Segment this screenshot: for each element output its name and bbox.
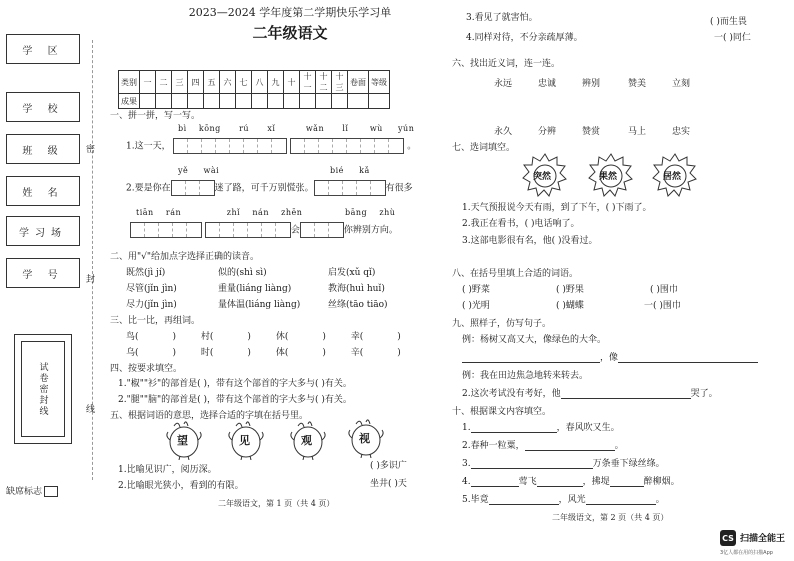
q7-line2: 2.我正在看书，( )电话响了。 bbox=[462, 219, 580, 229]
q6-word[interactable]: 分辨 bbox=[538, 127, 557, 137]
pinyin: zhǐ bbox=[226, 208, 241, 217]
score-cell[interactable] bbox=[332, 94, 348, 109]
score-header-row bbox=[119, 71, 390, 94]
q5-line2-answer[interactable]: 坐井( )天 bbox=[370, 479, 407, 489]
q10-line5-mid: ，风光 bbox=[558, 495, 586, 505]
pinyin: tiān bbox=[136, 208, 154, 217]
q1-line2 bbox=[126, 180, 413, 196]
q6-word[interactable]: 辨别 bbox=[582, 79, 601, 89]
q6-word[interactable]: 赞赏 bbox=[582, 127, 601, 137]
q2-option[interactable]: 量体温(liáng liàng) bbox=[218, 300, 301, 310]
q10-line3-suffix: 万条垂下绿丝绦。 bbox=[592, 459, 665, 469]
q3-paren: ) bbox=[247, 348, 251, 358]
q3-paren: ) bbox=[172, 348, 177, 358]
cs-logo-icon: CS bbox=[720, 530, 736, 546]
score-cell[interactable] bbox=[369, 94, 390, 109]
q5-line1: 1.比喻见识广，阅历深。 bbox=[118, 465, 217, 475]
q1-heading: 一、拼一拼，写一写。 bbox=[110, 111, 201, 121]
field-name: 姓 名 bbox=[6, 176, 80, 206]
pinyin: yún bbox=[398, 124, 415, 133]
q2-option[interactable]: 既然(jì jí) bbox=[126, 268, 166, 278]
q9-answer2-suffix: 哭了。 bbox=[690, 389, 718, 399]
score-cell[interactable] bbox=[204, 94, 220, 109]
q8-item[interactable]: ( )野果 bbox=[556, 285, 584, 295]
q3-char: 休( bbox=[275, 332, 289, 342]
answer-line[interactable] bbox=[471, 486, 519, 487]
absent-label: 缺席标志 bbox=[6, 487, 43, 497]
score-header-cell: 卷面 bbox=[348, 71, 369, 94]
q8-heading: 八、在括号里填上合适的词语。 bbox=[452, 269, 579, 279]
q2-heading: 二、用"√"给加点字选择正确的读音。 bbox=[110, 252, 260, 262]
r-top-line1: 3.看见了就害怕。 bbox=[466, 13, 538, 23]
absent-checkbox[interactable] bbox=[44, 486, 58, 497]
score-cell[interactable] bbox=[236, 94, 252, 109]
score-cell[interactable] bbox=[316, 94, 332, 109]
score-header-cell: 四 bbox=[188, 71, 204, 94]
q1-line3-mid: 会 bbox=[290, 225, 300, 236]
answer-grid[interactable] bbox=[290, 138, 404, 154]
pinyin: lǐ bbox=[342, 124, 349, 133]
student-info-sidebar bbox=[6, 34, 80, 464]
q6-word[interactable]: 立刻 bbox=[672, 79, 691, 89]
answer-line[interactable] bbox=[561, 398, 691, 399]
q9-answer1[interactable] bbox=[462, 350, 758, 363]
score-cell[interactable] bbox=[140, 94, 156, 109]
pinyin: zhēn bbox=[281, 208, 303, 217]
q3-paren: ) bbox=[172, 332, 177, 342]
q3-char: 时( bbox=[200, 348, 214, 358]
q8-item[interactable]: ( )围巾 bbox=[650, 285, 678, 295]
pinyin: xǐ bbox=[267, 124, 276, 133]
q2-option[interactable]: 尽力(jǐn jìn) bbox=[126, 300, 177, 310]
q10-line4-suffix: 醉柳烟。 bbox=[643, 477, 680, 487]
seal-char-1: 密 bbox=[86, 145, 96, 155]
answer-line[interactable] bbox=[537, 486, 583, 487]
score-header-cell: 类别 bbox=[119, 71, 140, 94]
q4-line2: 2."腿""脑"的部首是( )，带有这个部首的字大多与( )有关。 bbox=[118, 395, 352, 405]
pinyin: rán bbox=[165, 208, 182, 217]
answer-grid[interactable] bbox=[171, 180, 215, 196]
answer-line[interactable] bbox=[525, 450, 615, 451]
r-top-answer1[interactable]: ( )而生畏 bbox=[710, 17, 747, 27]
score-cell[interactable] bbox=[252, 94, 268, 109]
page-subtitle: 二年级语文 bbox=[252, 24, 328, 42]
page-footer-right: 二年级语文，第 2 页（共 4 页） bbox=[552, 513, 669, 522]
pinyin: wǎn bbox=[305, 124, 325, 133]
chick-char: 视 bbox=[359, 432, 370, 445]
score-header-cell: 八 bbox=[252, 71, 268, 94]
q10-line2 bbox=[462, 438, 624, 451]
q5-line1-answer[interactable]: ( )多识广 bbox=[370, 461, 407, 471]
q10-line4-prefix: 4. bbox=[462, 477, 471, 487]
q2-option[interactable]: 重量(liáng liàng) bbox=[218, 284, 292, 294]
answer-grid[interactable] bbox=[205, 222, 291, 238]
score-header-cell: 三 bbox=[172, 71, 188, 94]
q1-line2-pinyin-b bbox=[330, 166, 370, 175]
q4-heading: 四、按要求填空。 bbox=[110, 364, 183, 374]
pinyin: kǎ bbox=[359, 166, 370, 175]
q2-option[interactable]: 似的(shì sì) bbox=[218, 268, 267, 278]
q6-heading: 六、找出近义词，连一连。 bbox=[452, 59, 561, 69]
pinyin: nán bbox=[252, 208, 269, 217]
q7-line3: 3.这部电影很有名，他( )没看过。 bbox=[462, 236, 598, 246]
field-district: 学 区 bbox=[6, 34, 80, 64]
q9-heading: 九、照样子，仿写句子。 bbox=[452, 319, 552, 329]
q1-line1-suffix: 。 bbox=[407, 141, 417, 152]
q10-line3-prefix: 3. bbox=[462, 459, 471, 469]
field-exam-room: 学习场 bbox=[6, 216, 80, 246]
score-header-cell: 十 bbox=[284, 71, 300, 94]
page-title: 2023—2024 学年度第二学期快乐学习单 bbox=[188, 6, 392, 19]
answer-grid[interactable] bbox=[173, 138, 287, 154]
q10-line2-prefix: 2.春种一粒粟， bbox=[462, 441, 525, 451]
score-cell[interactable] bbox=[156, 94, 172, 109]
q1-line2-pinyin bbox=[178, 166, 219, 175]
page-footer-left: 二年级语文，第 1 页（共 4 页） bbox=[218, 499, 335, 508]
score-cell[interactable] bbox=[284, 94, 300, 109]
q3-char: 鸟( bbox=[126, 332, 139, 342]
q3-paren: ) bbox=[322, 348, 326, 358]
pinyin: bāng bbox=[345, 208, 368, 217]
absent-mark bbox=[6, 484, 58, 497]
q3-char: 体( bbox=[275, 348, 289, 358]
q8-item[interactable]: 一( )围巾 bbox=[644, 301, 681, 311]
q1-line2-suffix: 有很多 bbox=[385, 183, 413, 194]
chick-char: 望 bbox=[177, 434, 188, 447]
answer-line[interactable] bbox=[462, 362, 600, 363]
score-cell[interactable] bbox=[300, 94, 316, 109]
q3-paren: ) bbox=[247, 332, 251, 342]
q1-line1 bbox=[126, 138, 416, 154]
pinyin: rú bbox=[239, 124, 250, 133]
q1-line3 bbox=[130, 222, 398, 238]
q1-line1-prefix: 1.这一天， bbox=[126, 141, 171, 152]
score-header-cell: 十二 bbox=[316, 71, 332, 94]
sun-word: 居然 bbox=[663, 172, 682, 182]
q5-heading: 五、根据词语的意思，选择合适的字填在括号里。 bbox=[110, 411, 309, 421]
q10-line3 bbox=[462, 456, 665, 469]
score-header-cell: 等级 bbox=[369, 71, 390, 94]
q2-option[interactable]: 教海(huì huǐ) bbox=[328, 284, 385, 294]
answer-grid[interactable] bbox=[130, 222, 202, 238]
score-cell[interactable] bbox=[220, 94, 236, 109]
watermark-tagline: 3亿人都在用的扫描App bbox=[720, 550, 773, 556]
q3-heading: 三、比一比，再组词。 bbox=[110, 316, 201, 326]
answer-line[interactable] bbox=[489, 504, 559, 505]
q10-line4 bbox=[462, 474, 680, 487]
q6-word[interactable]: 马上 bbox=[628, 127, 647, 137]
answer-line[interactable] bbox=[586, 504, 656, 505]
pinyin: wài bbox=[203, 166, 220, 175]
q10-line1-num: 1. bbox=[462, 423, 471, 433]
field-class: 班 级 bbox=[6, 134, 80, 164]
r-top-line2: 4.同样对待，不分亲疏厚薄。 bbox=[466, 33, 583, 43]
q1-line1-pinyin bbox=[178, 124, 414, 133]
q10-line1-suffix: ，春风吹又生。 bbox=[556, 423, 620, 433]
q8-item[interactable]: ( )野菜 bbox=[462, 285, 490, 295]
q10-line5-suffix: 。 bbox=[655, 495, 665, 505]
score-header-cell: 十三 bbox=[332, 71, 348, 94]
q10-line4-mid2: ，拂堤 bbox=[582, 477, 610, 487]
q2-option[interactable]: 尽管(jǐn jìn) bbox=[126, 284, 177, 294]
pinyin: zhù bbox=[379, 208, 396, 217]
q6-word[interactable]: 永远 bbox=[494, 79, 513, 89]
q7-heading: 七、选词填空。 bbox=[452, 143, 516, 153]
score-cell[interactable] bbox=[172, 94, 188, 109]
seal-stamp-text: 试卷密封线 bbox=[21, 341, 65, 437]
score-header-cell: 七 bbox=[236, 71, 252, 94]
watermark-name: 扫描全能王 bbox=[740, 534, 786, 544]
q9-example2: 例：我在田边焦急地转来转去。 bbox=[462, 371, 589, 381]
q3-char: 辛( bbox=[350, 348, 364, 358]
q8-item[interactable]: ( )光明 bbox=[462, 301, 490, 311]
q8-item[interactable]: ( )蝴蝶 bbox=[556, 301, 584, 311]
field-school: 学 校 bbox=[6, 92, 80, 122]
answer-grid[interactable] bbox=[300, 222, 344, 238]
q3-pair-row bbox=[126, 329, 401, 342]
q10-line1 bbox=[462, 420, 620, 433]
q1-line3-suffix: 你辨别方向。 bbox=[343, 225, 398, 236]
q9-answer2-prefix: 2.这次考试没有考好，他 bbox=[462, 389, 561, 399]
q3-paren: ) bbox=[397, 332, 401, 342]
pinyin: bì bbox=[178, 124, 187, 133]
q1-line2-mid: 迷了路，可千万别慌张。 bbox=[214, 183, 314, 194]
q10-line5-prefix: 5.毕竟 bbox=[462, 495, 489, 505]
field-student-number: 学 号 bbox=[6, 258, 80, 288]
q7-line1: 1.天气预报说今天有雨，到了下午，( )下雨了。 bbox=[462, 203, 652, 213]
q6-word[interactable]: 忠诚 bbox=[538, 79, 557, 89]
answer-line[interactable] bbox=[471, 432, 557, 433]
q6-word[interactable]: 永久 bbox=[494, 127, 513, 137]
q2-option[interactable]: 启发(xǔ qǐ) bbox=[328, 268, 376, 278]
answer-line[interactable] bbox=[471, 468, 593, 469]
answer-line[interactable] bbox=[618, 362, 758, 363]
q10-heading: 十、根据课文内容填空。 bbox=[452, 407, 552, 417]
seal-char-2: 封 bbox=[86, 275, 96, 285]
q10-line5 bbox=[462, 492, 665, 505]
chick-char: 见 bbox=[239, 434, 250, 447]
q6-word[interactable]: 赞美 bbox=[628, 79, 647, 89]
answer-grid[interactable] bbox=[314, 180, 386, 196]
q9-answer2[interactable] bbox=[462, 386, 718, 399]
pinyin: wù bbox=[369, 124, 383, 133]
q9-example1: 例：杨树又高又大，像绿色的大伞。 bbox=[462, 335, 607, 345]
score-header-cell: 十一 bbox=[300, 71, 316, 94]
score-value-row bbox=[119, 94, 390, 109]
pinyin: bié bbox=[330, 166, 344, 175]
q1-line2-prefix: 2.要是你在 bbox=[126, 183, 171, 194]
score-header-cell: 二 bbox=[156, 71, 172, 94]
score-cell[interactable] bbox=[348, 94, 369, 109]
seal-stamp bbox=[14, 334, 72, 444]
q4-line1: 1."椒""衫"的部首是( )，带有这个部首的字大多与( )有关。 bbox=[118, 379, 352, 389]
scanner-watermark bbox=[720, 530, 792, 558]
q3-paren: ) bbox=[322, 332, 326, 342]
score-table bbox=[118, 70, 390, 109]
seal-char-3: 线 bbox=[86, 405, 96, 415]
chick-char: 观 bbox=[301, 434, 312, 447]
q3-char: 村( bbox=[200, 332, 214, 342]
pinyin: yě bbox=[178, 166, 189, 175]
q9-answer1-mid: ，像 bbox=[600, 353, 619, 363]
score-header-cell: 六 bbox=[220, 71, 236, 94]
score-row-label: 成果 bbox=[119, 94, 140, 109]
q2-option[interactable]: 丝绦(tāo tiāo) bbox=[328, 300, 388, 310]
score-header-cell: 九 bbox=[268, 71, 284, 94]
q1-line3-pinyin bbox=[136, 208, 395, 217]
score-cell[interactable] bbox=[268, 94, 284, 109]
score-header-cell: 一 bbox=[140, 71, 156, 94]
q10-line2-suffix: 。 bbox=[614, 441, 624, 451]
q3-char: 幸( bbox=[350, 332, 364, 342]
score-header-cell: 五 bbox=[204, 71, 220, 94]
q5-line2: 2.比喻眼光狭小，看到的有限。 bbox=[118, 481, 244, 491]
sun-word: 突然 bbox=[533, 172, 552, 182]
q3-paren: ) bbox=[397, 348, 401, 358]
score-cell[interactable] bbox=[188, 94, 204, 109]
q6-word[interactable]: 忠实 bbox=[672, 127, 691, 137]
sun-word: 果然 bbox=[599, 172, 618, 182]
q3-char: 乌( bbox=[126, 348, 139, 358]
q3-pair-row bbox=[126, 345, 401, 358]
r-top-answer2[interactable]: 一( )同仁 bbox=[714, 33, 751, 43]
q10-line4-mid: 莺飞 bbox=[518, 477, 537, 487]
pinyin: kōng bbox=[198, 124, 221, 133]
answer-line[interactable] bbox=[610, 486, 644, 487]
